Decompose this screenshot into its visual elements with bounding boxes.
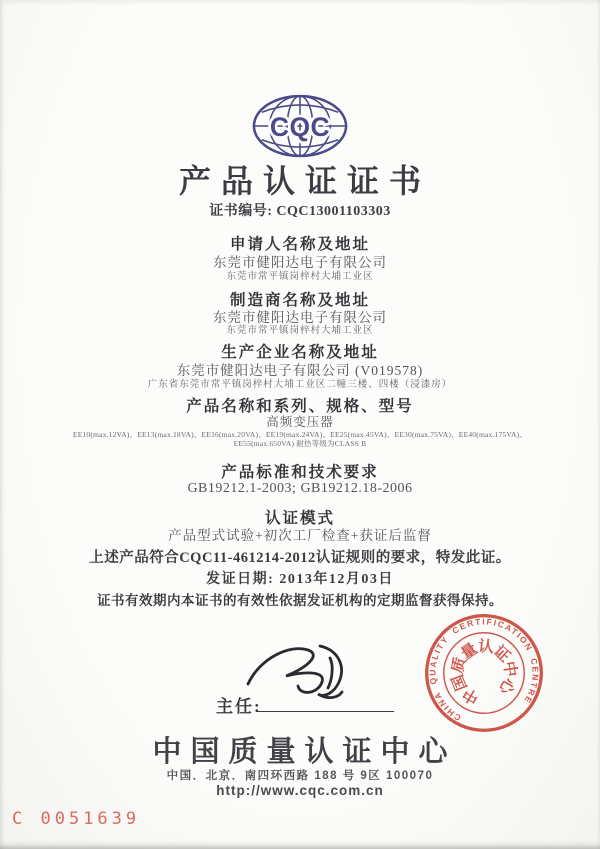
svg-text:CHINA QUALITY CERTIFICATION CE (420, 609, 548, 730)
product-heading: 产品名称和系列、规格、型号 (186, 398, 414, 415)
applicant-heading: 申请人名称及地址 (229, 236, 370, 253)
factory-address: 广东省东莞市常平镇岗梓村大埔工业区二幢三楼、四楼（浸漆房） (147, 380, 453, 390)
svg-text:量: 量 (458, 640, 481, 664)
applicant-name: 东莞市健阳达电子有限公司 (213, 255, 387, 270)
product-name: 高频变压器 (266, 415, 334, 429)
product-spec-line1: EE10(max.12VA)、EE13(max.18VA)、EE16(max.20VA)、EE19(max.24VA)、EE25(max.45VA)、EE30(max.75VA)、EE40(max.175VA)、 (72, 430, 528, 439)
issuer-url: http://www.cqc.com.cn (216, 783, 384, 798)
standard-value: GB19212.1-2003; GB19212.18-2006 (187, 481, 413, 496)
svg-text:国: 国 (449, 672, 471, 693)
cqc-official-seal (420, 609, 548, 737)
standard-heading: 产品标准和技术要求 (221, 464, 379, 481)
svg-text:证: 证 (490, 642, 514, 666)
certificate-number (0, 200, 600, 220)
factory-heading: 生产企业名称及地址 (221, 344, 379, 361)
compliance-statement: 上述产品符合CQC11-461214-2012认证规则的要求，特发此证。 (89, 550, 511, 566)
svg-text:中: 中 (460, 684, 483, 707)
product-spec-line2: EE55(max.650VA) 耐热等级为CLASS B (233, 439, 367, 448)
manufacturer-name: 东莞市健阳达电子有限公司 (213, 310, 387, 325)
svg-text:心: 心 (495, 674, 518, 697)
cqc-logo-text: CQC (269, 111, 331, 142)
issue-date: 发证日期: 2013年12月03日 (206, 572, 394, 587)
factory-name: 东莞市健阳达电子有限公司 (V019578) (176, 363, 424, 378)
mode-heading: 认证模式 (264, 510, 335, 527)
mode-value: 产品型式试验+初次工厂检查+获证后监督 (168, 528, 432, 543)
svg-text:认: 认 (477, 638, 495, 657)
issuer-address: 中国．北京．南四环西路 188 号 9区 100070 (166, 770, 434, 782)
seal-english-text: CHINA QUALITY CERTIFICATION CENTRE (427, 616, 541, 724)
manufacturer-address: 东莞市常平镇岗梓村大埔工业区 (226, 326, 374, 336)
certificate-number-value: CQC13001103303 (276, 204, 391, 219)
certificate-title: 产品认证证书 (178, 163, 431, 199)
certificate-number-label: 证书编号: (209, 204, 273, 219)
issuer-name: 中国质量认证中心 (152, 736, 457, 768)
director-label: 主任: (216, 697, 262, 716)
manufacturer-heading: 制造商名称及地址 (229, 292, 370, 309)
serial-number: C 0051639 (12, 809, 141, 829)
svg-text:质: 质 (448, 655, 470, 676)
director-signature (242, 636, 372, 716)
validity-statement: 证书有效期内本证书的有效性依据发证机构的定期监督获得保持。 (97, 593, 503, 608)
cqc-globe-logo (251, 93, 349, 164)
svg-text:中: 中 (499, 660, 520, 679)
applicant-address: 东莞市常平镇岗梓村大埔工业区 (226, 272, 374, 282)
